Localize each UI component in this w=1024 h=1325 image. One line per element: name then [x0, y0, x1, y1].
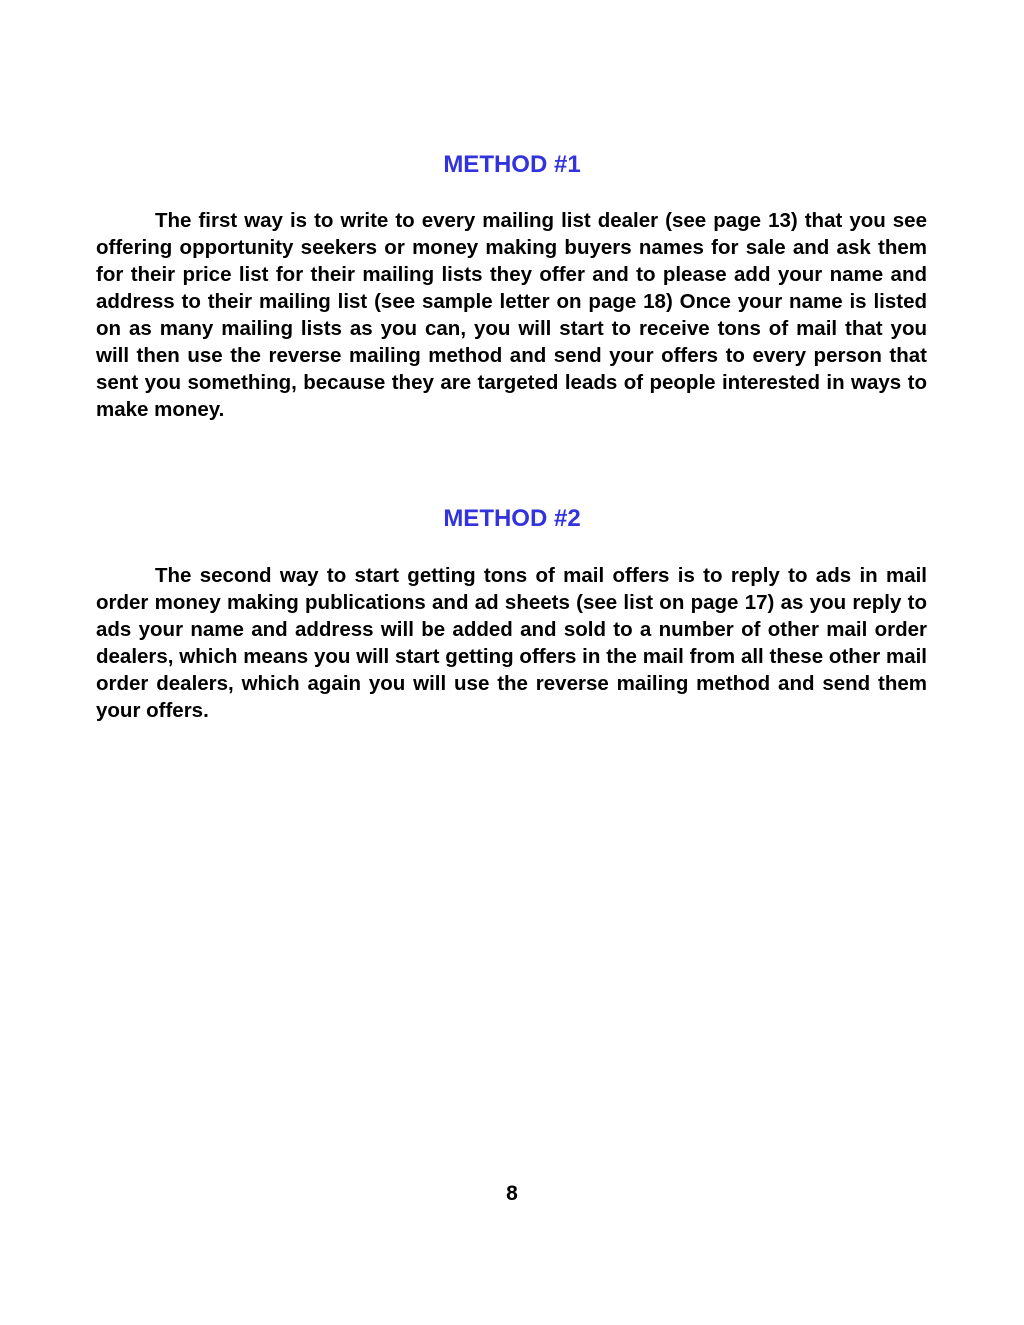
method-1-heading: METHOD #1 — [443, 151, 581, 178]
method-1-paragraph: The first way is to write to every mailing list dealer (see page 13) that you see offering opportunity seekers or money making buyers names for sale and ask them for their price list for their mailing lists they offer and to please add your name and address to their mailing list (see sample letter on page 18) Once your name is listed on as many mailing lists as you can, you will start to receive tons of mail that you will then use the reverse mailing method and send your offers to every person that sent you something, because they are targeted leads of people interested in ways to make money. — [96, 209, 927, 421]
method-2-paragraph: The second way to start getting tons of mail offers is to reply to ads in mail order money making publications and ad sheets (see list on page 17) as you reply to ads your name and address will be added and sold to a number of other mail order dealers, which means you will start getting offers in the mail from all these other mail order dealers, which again you will use the reverse mailing method and send them your offers. — [96, 564, 927, 722]
method-2-heading: METHOD #2 — [443, 505, 581, 532]
page-number: 8 — [506, 1182, 518, 1205]
